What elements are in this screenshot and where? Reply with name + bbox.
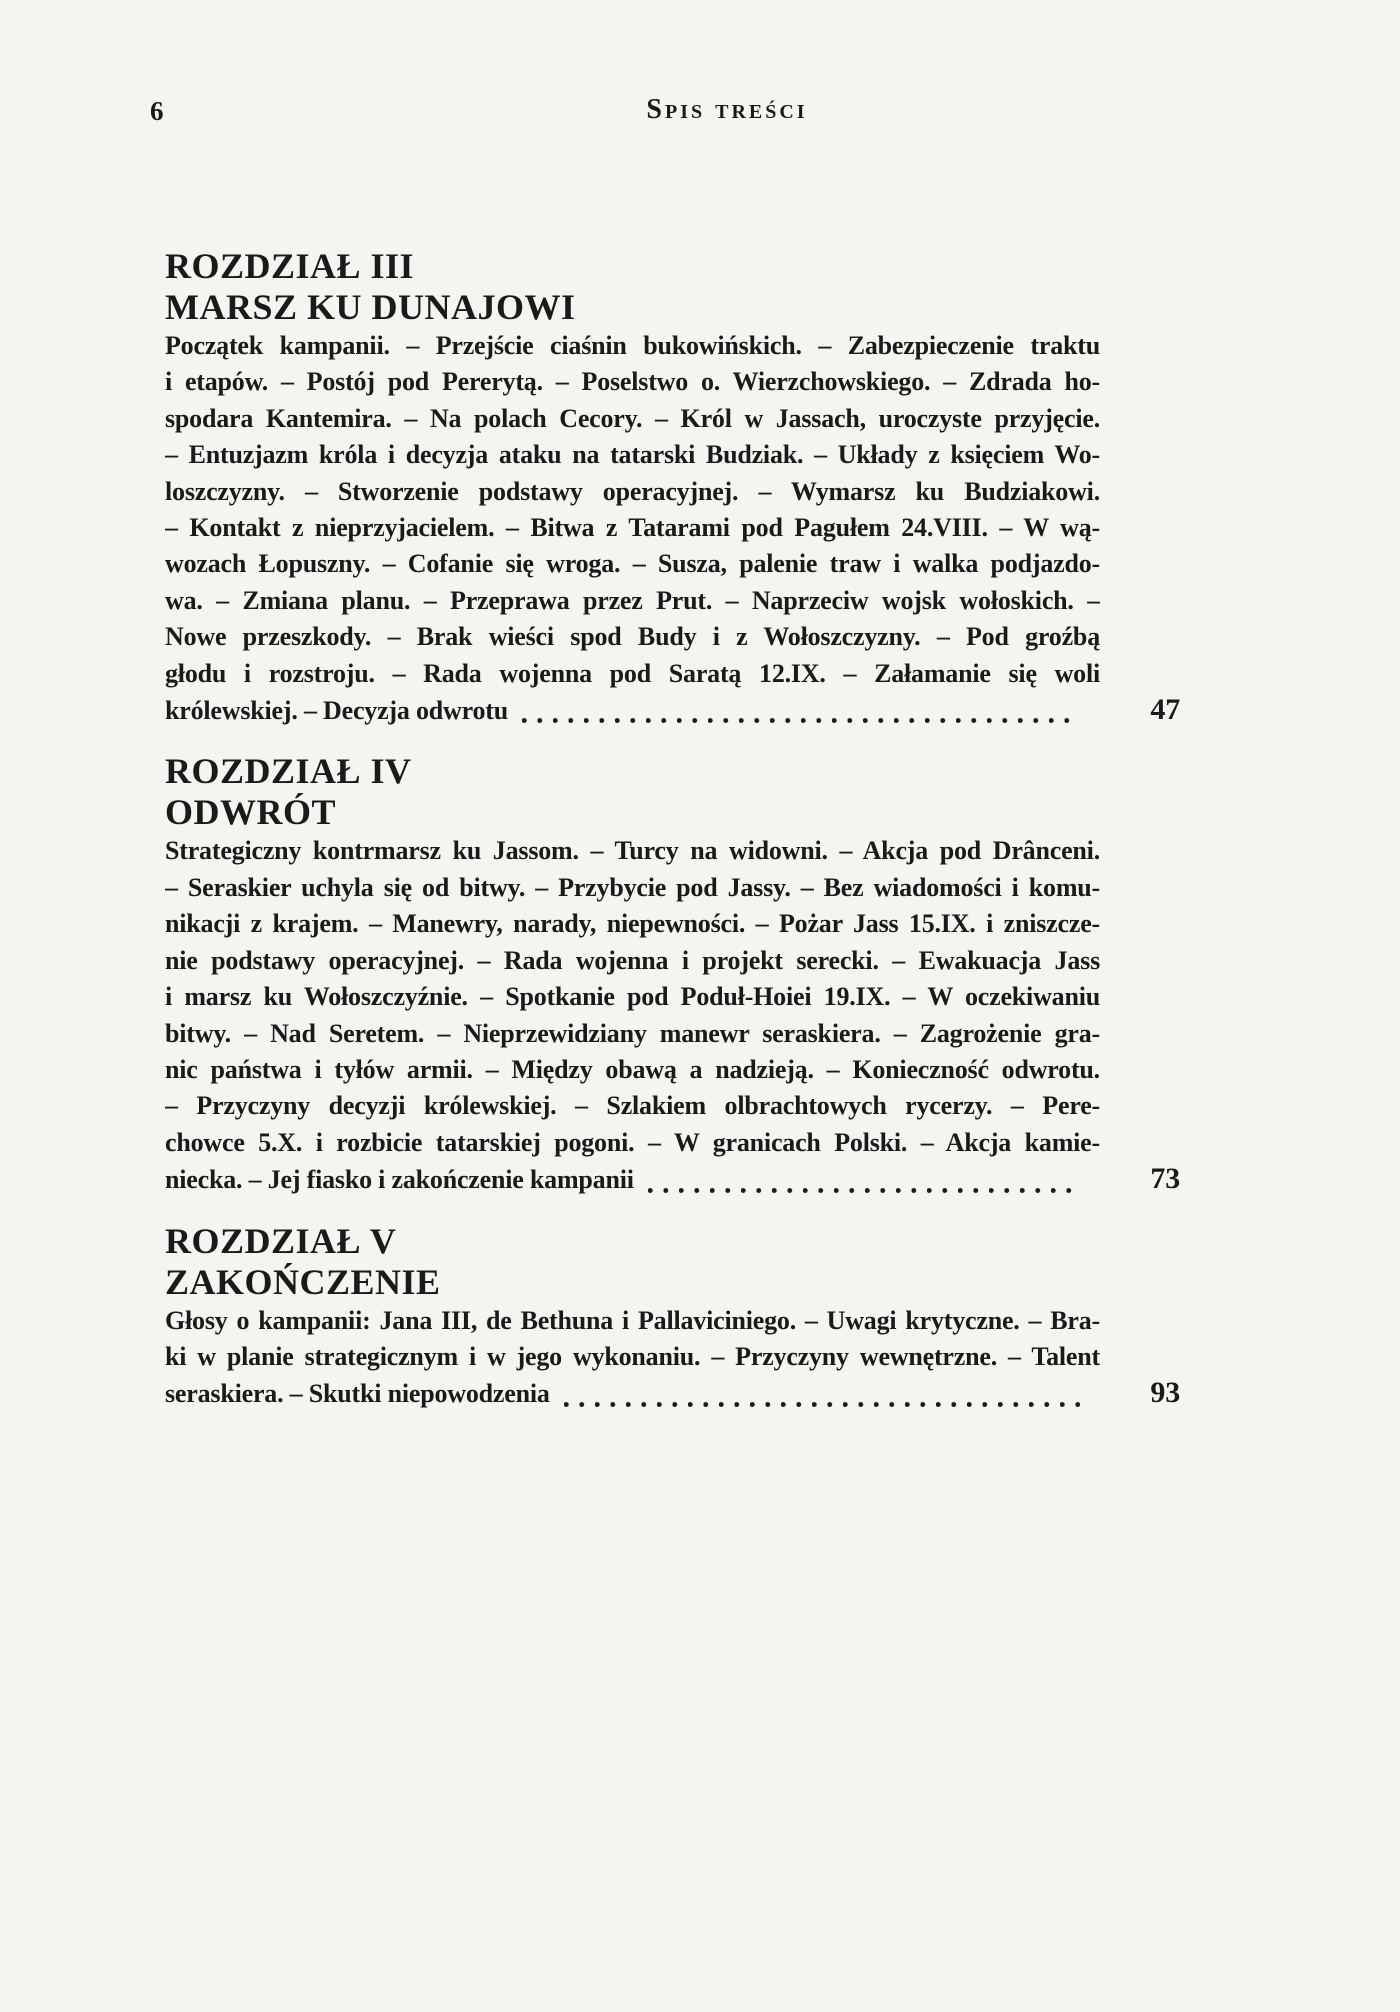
toc-line: i marsz ku Wołoszczyźnie. – Spotkanie pod Poduł-Hoiei 19.IX. – W oczekiwaniu [165, 982, 1100, 1012]
toc-entry-lastline [165, 692, 1180, 729]
toc-line: Strategiczny kontrmarsz ku Jassom. – Turcy na widowni. – Akcja pod Drânceni. [165, 836, 1100, 866]
toc-chapter-3 [165, 246, 1180, 729]
toc-line: – Kontakt z nieprzyjacielem. – Bitwa z Tatarami pod Pagułem 24.VIII. – W wą- [165, 513, 1100, 543]
toc-chapter-5 [165, 1221, 1180, 1413]
chapter-summary [165, 328, 1100, 692]
toc-line: i etapów. – Postój pod Pererytą. – Poselstwo o. Wierzchowskiego. – Zdrada ho- [165, 367, 1100, 397]
chapter-summary [165, 1303, 1100, 1376]
toc-entry-lastline [165, 1375, 1180, 1412]
toc-line: Głosy o kampanii: Jana III, de Bethuna i Pallaviciniego. – Uwagi krytyczne. – Bra- [165, 1305, 1100, 1335]
summary-last-text: seraskiera. – Skutki niepowodzenia [165, 1379, 550, 1409]
toc-line: ki w planie strategicznym i w jego wykonaniu. – Przyczyny wewnętrzne. – Talent [165, 1341, 1100, 1371]
toc-line: chowce 5.X. i rozbicie tatarskiej pogoni. – W granicach Polski. – Akcja kamie- [165, 1127, 1100, 1157]
chapter-summary [165, 833, 1100, 1161]
toc-line: wozach Łopuszny. – Cofanie się wroga. – Susza, palenie traw i walka podjazdo- [165, 549, 1100, 579]
chapter-label: ROZDZIAŁ III [165, 246, 415, 286]
toc-line: – Seraskier uchyla się od bitwy. – Przybycie pod Jassy. – Bez wiadomości i komu- [165, 872, 1100, 902]
page-number: 6 [150, 96, 164, 126]
toc-chapter-4 [165, 751, 1180, 1198]
dot-leader [564, 1401, 1080, 1408]
chapter-label: ROZDZIAŁ IV [165, 751, 412, 792]
chapter-title: ZAKOŃCZENIE [165, 1261, 441, 1302]
toc-line: – Entuzjazm króla i decyzja ataku na tatarski Budziak. – Układy z księciem Wo- [165, 440, 1100, 470]
summary-last-text: królewskiej. – Decyzja odwrotu [165, 696, 509, 726]
toc-line: nic państwa i tyłów armii. – Między obawą a nadzieją. – Konieczność odwrotu. [165, 1054, 1100, 1084]
toc-entry-lastline [165, 1161, 1180, 1198]
toc-line: spodara Kantemira. – Na polach Cecory. – Król w Jassach, uroczyste przyjęcie. [165, 403, 1100, 433]
toc-line: bitwy. – Nad Seretem. – Nieprzewidziany manewr seraskiera. – Zagrożenie gra- [165, 1018, 1100, 1048]
toc-line: nie podstawy operacyjnej. – Rada wojenna i projekt serecki. – Ewakuacja Jass [165, 945, 1100, 975]
chapter-page-number: 93 [1150, 1376, 1180, 1410]
summary-last-text: niecka. – Jej fiasko i zakończenie kampanii [165, 1165, 634, 1195]
running-header: Spis treści [646, 94, 808, 125]
toc-line: loszczyzny. – Stworzenie podstawy operacyjnej. – Wymarsz ku Budziakowi. [165, 476, 1100, 506]
chapter-title: MARSZ KU DUNAJOWI [165, 287, 576, 327]
chapter-page-number: 47 [1150, 693, 1180, 727]
dot-leader [522, 717, 1080, 724]
chapter-label: ROZDZIAŁ V [165, 1220, 397, 1261]
chapter-title: ODWRÓT [165, 792, 337, 833]
toc-line: głodu i rozstroju. – Rada wojenna pod Saratą 12.IX. – Załamanie się woli [165, 658, 1100, 688]
dot-leader [648, 1187, 1080, 1194]
chapter-page-number: 73 [1150, 1162, 1180, 1196]
toc-line: Początek kampanii. – Przejście ciaśnin bukowińskich. – Zabezpieczenie traktu [165, 331, 1100, 360]
toc-line: – Przyczyny decyzji królewskiej. – Szlakiem olbrachtowych rycerzy. – Pere- [165, 1091, 1100, 1121]
page-header [0, 0, 1400, 126]
table-of-contents [165, 246, 1180, 1413]
toc-line: nikacji z krajem. – Manewry, narady, niepewności. – Pożar Jass 15.IX. i zniszcze- [165, 909, 1100, 939]
toc-line: wa. – Zmiana planu. – Przeprawa przez Prut. – Naprzeciw wojsk wołoskich. – [165, 585, 1100, 615]
toc-line: Nowe przeszkody. – Brak wieści spod Budy i z Wołoszczyzny. – Pod groźbą [165, 622, 1100, 652]
